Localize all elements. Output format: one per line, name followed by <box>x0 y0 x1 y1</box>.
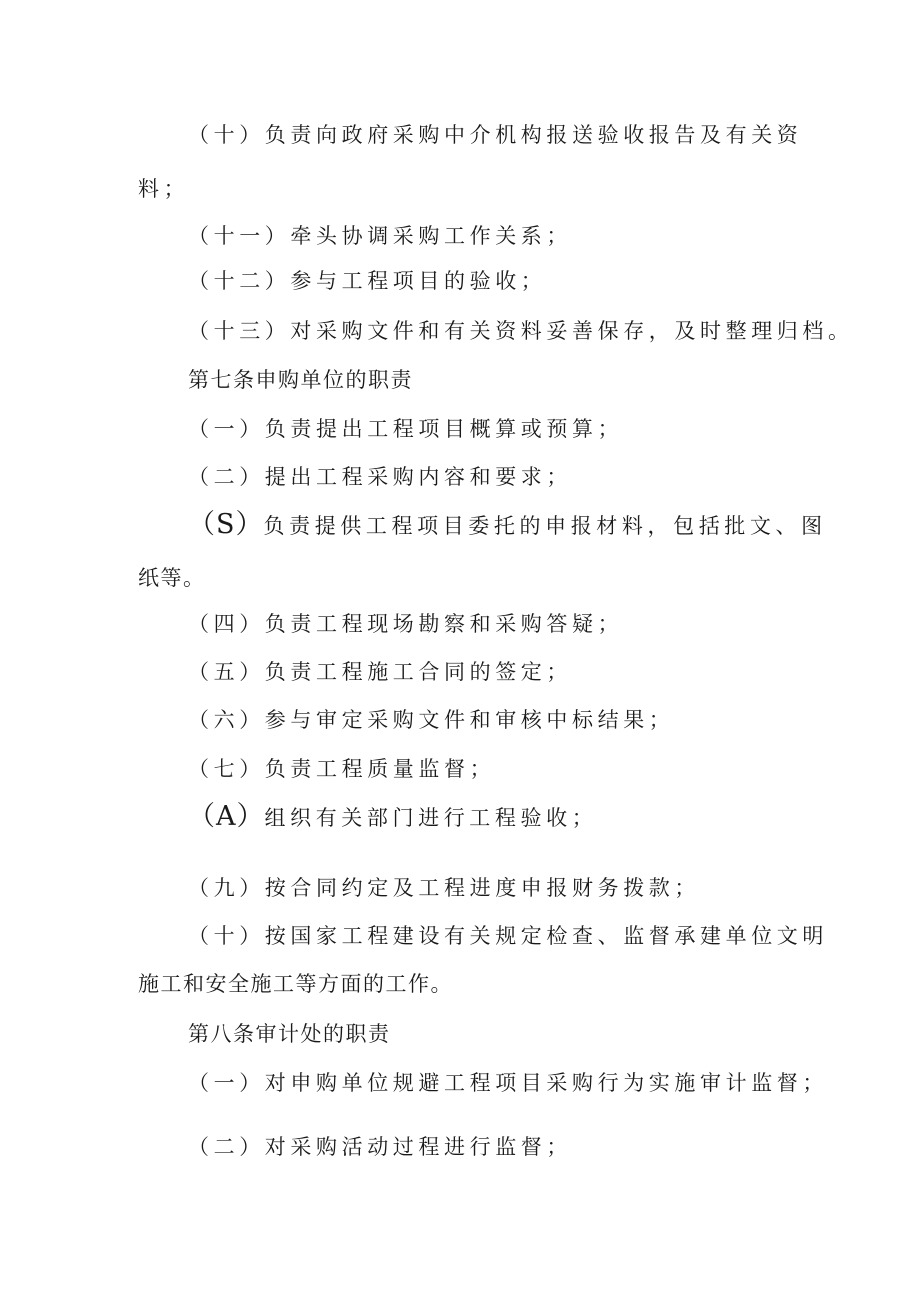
paragraph-text: 组织有关部门进行工程验收； <box>264 806 598 830</box>
paragraph-line <box>188 511 827 540</box>
paragraph-line: 纸等。 <box>138 566 206 590</box>
article-heading: 第八条审计处的职责 <box>188 1022 391 1046</box>
paragraph-line: （二）对采购活动过程进行监督； <box>188 1135 572 1159</box>
paragraph-line: （十三）对采购文件和有关资料妥善保存，及时整理归档。 <box>188 319 854 343</box>
item-marker-s: （S） <box>188 509 264 540</box>
article-heading: 第七条申购单位的职责 <box>188 368 413 392</box>
paragraph-line: （六）参与审定采购文件和审核中标结果； <box>188 708 675 732</box>
paragraph-line: （一）对申购单位规避工程项目采购行为实施审计监督； <box>188 1071 828 1095</box>
paragraph-line: （五）负责工程施工合同的签定； <box>188 660 572 684</box>
paragraph-line: 料； <box>138 177 190 201</box>
paragraph-line: （二）提出工程采购内容和要求； <box>188 465 572 489</box>
paragraph-text: 负责提供工程项目委托的申报材料，包括批文、图 <box>263 514 827 538</box>
item-marker-a: （A） <box>188 801 265 832</box>
paragraph-line: （四）负责工程现场勘察和采购答疑； <box>188 612 624 636</box>
paragraph-line: （十一）牵头协调采购工作关系； <box>188 224 572 248</box>
paragraph-line: （七）负责工程质量监督； <box>188 757 496 781</box>
paragraph-line: （十）按国家工程建设有关规定检查、监督承建单位文明 <box>188 924 828 948</box>
paragraph-line: （九）按合同约定及工程进度申报财务拨款； <box>188 876 700 900</box>
paragraph-line: 施工和安全施工等方面的工作。 <box>138 972 453 996</box>
paragraph-line: （十二）参与工程项目的验收； <box>188 269 547 293</box>
paragraph-line <box>188 803 597 832</box>
paragraph-line: （一）负责提出工程项目概算或预算； <box>188 417 624 441</box>
paragraph-line: （十）负责向政府采购中介机构报送验收报告及有关资 <box>188 123 803 147</box>
